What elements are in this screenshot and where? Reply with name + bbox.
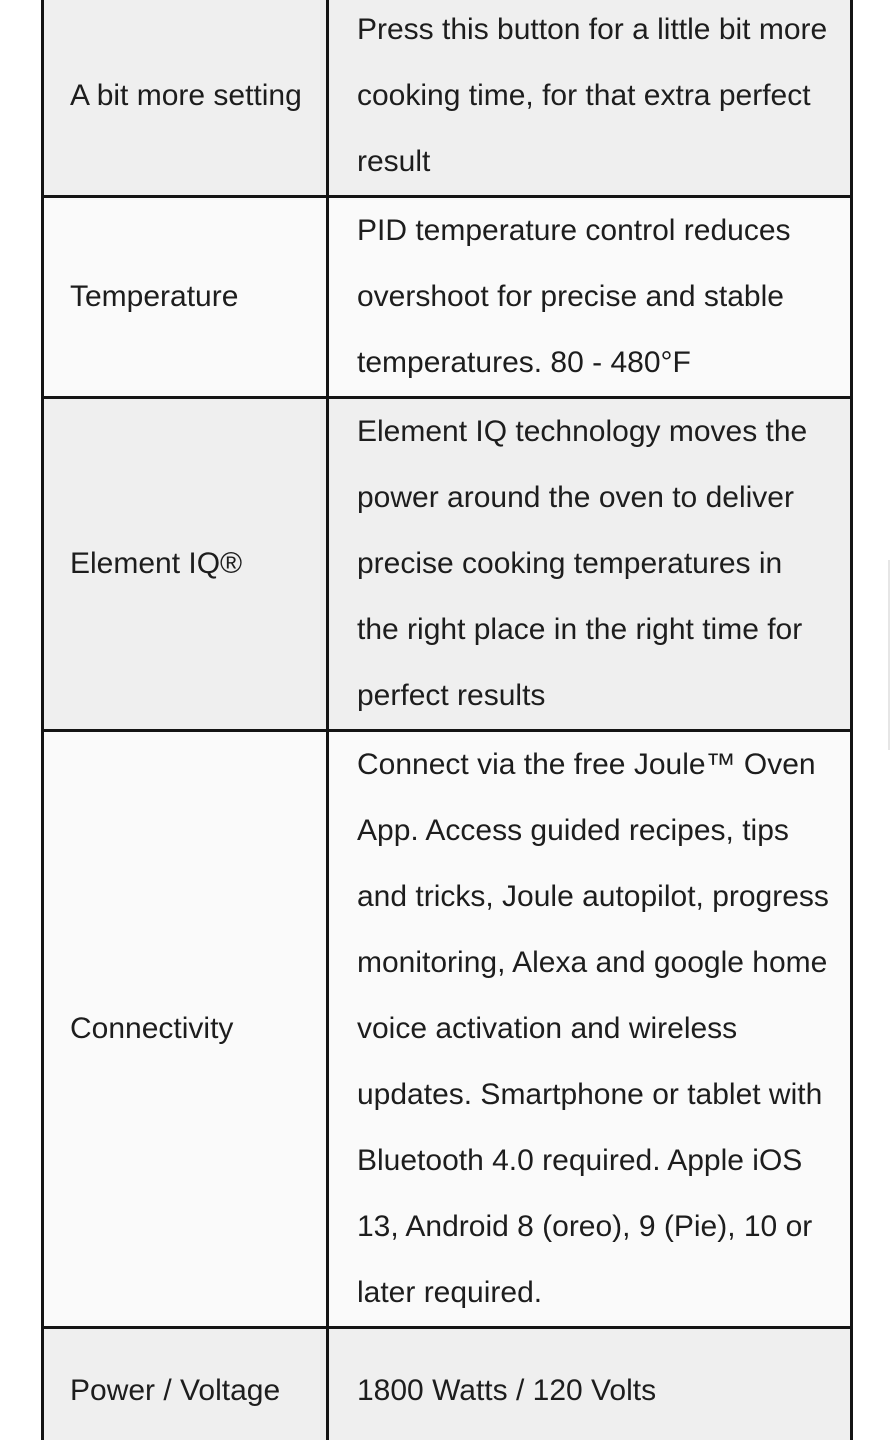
table-row (43, 398, 852, 731)
spec-value-element-iq: Element IQ technology moves the power around the oven to deliver precise cooking temperatures in the right place in the right time for perfect results (328, 398, 852, 731)
table-row (43, 1328, 852, 1440)
table-row (43, 731, 852, 1328)
spec-value-temperature: PID temperature control reduces overshoot for precise and stable temperatures. 80 - 480°F (328, 197, 852, 398)
specifications-table (41, 0, 853, 1440)
scrollbar[interactable] (888, 560, 890, 750)
spec-label-power-voltage: Power / Voltage (43, 1328, 328, 1440)
spec-value-a-bit-more: Press this button for a little bit more cooking time, for that extra perfect result (328, 0, 852, 197)
spec-label-a-bit-more: A bit more setting (43, 0, 328, 197)
spec-label-connectivity: Connectivity (43, 731, 328, 1328)
table-row (43, 197, 852, 398)
spec-label-temperature: Temperature (43, 197, 328, 398)
spec-label-element-iq: Element IQ® (43, 398, 328, 731)
spec-value-connectivity: Connect via the free Joule™ Oven App. Access guided recipes, tips and tricks, Joule autopilot, progress monitoring, Alexa and google home voice activation and wireless updates. Smartphone or tablet with Bluetooth 4.0 required. Apple iOS 13, Android 8 (oreo), 9 (Pie), 10 or later required. (328, 731, 852, 1328)
spec-value-power-voltage: 1800 Watts / 120 Volts (328, 1328, 852, 1440)
table-row (43, 0, 852, 197)
